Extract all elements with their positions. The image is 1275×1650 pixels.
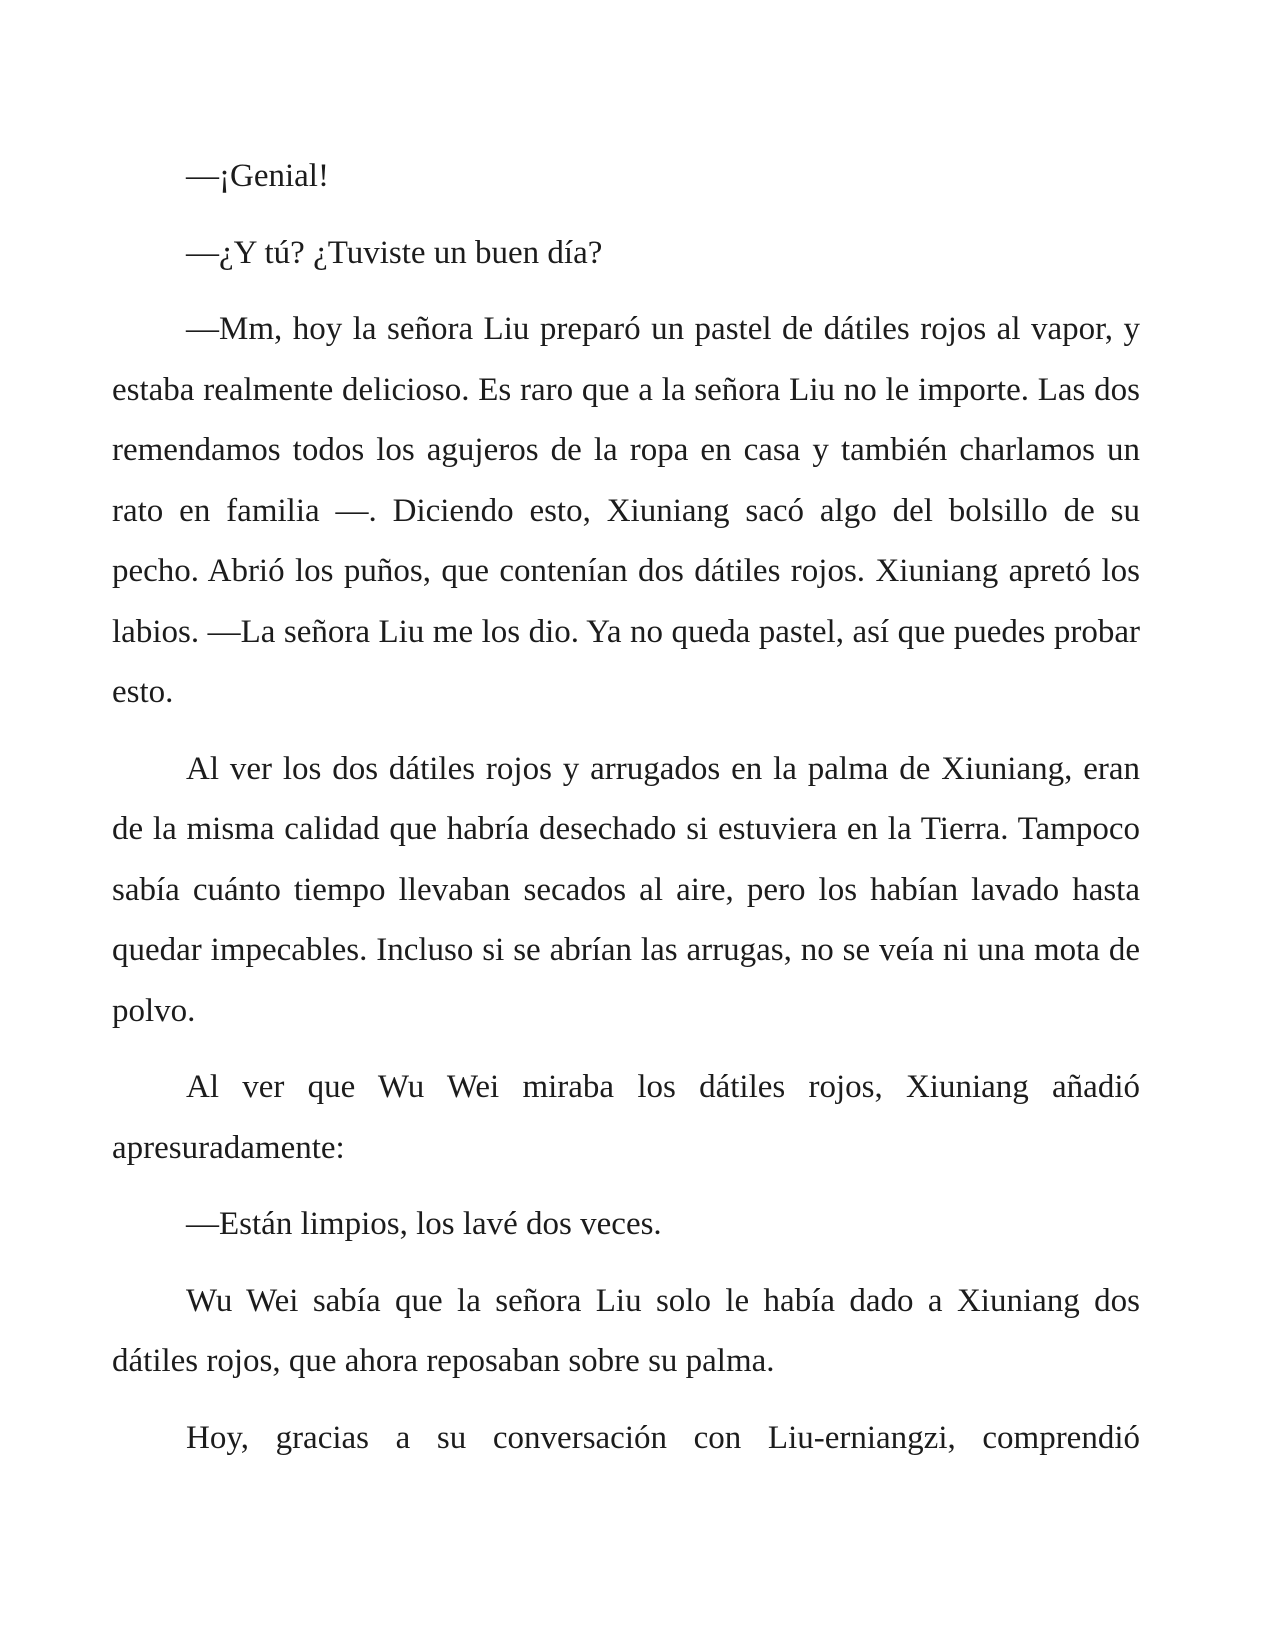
paragraph-dialogue-question: —¿Y tú? ¿Tuviste un buen día? xyxy=(186,234,603,271)
paragraph-dialogue-genial: —¡Genial! xyxy=(186,158,329,194)
paragraph-narration-palm: Wu Wei sabía que la señora Liu solo le había dado a Xiuniang dos dátiles rojos, que ahora reposaban sobre su palma. xyxy=(112,1282,1140,1379)
paragraph-dialogue-clean: —Están limpios, los lavé dos veces. xyxy=(186,1206,662,1242)
paragraph-narration-dates: Al ver los dos dátiles rojos y arrugados en la palma de Xiuniang, eran de la misma calidad que habría desechado si estuviera en la Tierra. Tampoco sabía cuánto tiempo llevaban secados al aire, pero los habían lavado hasta quedar impecables. Incluso si se abrían las arrugas, no se veía ni una mota de polvo. xyxy=(112,750,1140,1029)
paragraph-dialogue-pastel: —Mm, hoy la señora Liu preparó un pastel de dátiles rojos al vapor, y estaba realmente delicioso. Es raro que a la señora Liu no le importe. Las dos remendamos todos los agujeros de la ropa en casa y también charlamos un rato en familia —. Diciendo esto, Xiuniang sacó algo del bolsillo de su pecho. Abrió los puños, que contenían dos dátiles rojos. Xiuniang apretó los labios. —La señora Liu me los dio. Ya no queda pastel, así que puedes probar esto. xyxy=(112,311,1140,710)
body-text xyxy=(112,146,1140,1484)
paragraph-narration-wu-wei: Al ver que Wu Wei miraba los dátiles rojos, Xiuniang añadió apresuradamente: xyxy=(112,1069,1140,1166)
paragraph-narration-continues: Hoy, gracias a su conversación con Liu-erniangzi, comprendió xyxy=(186,1419,1140,1456)
